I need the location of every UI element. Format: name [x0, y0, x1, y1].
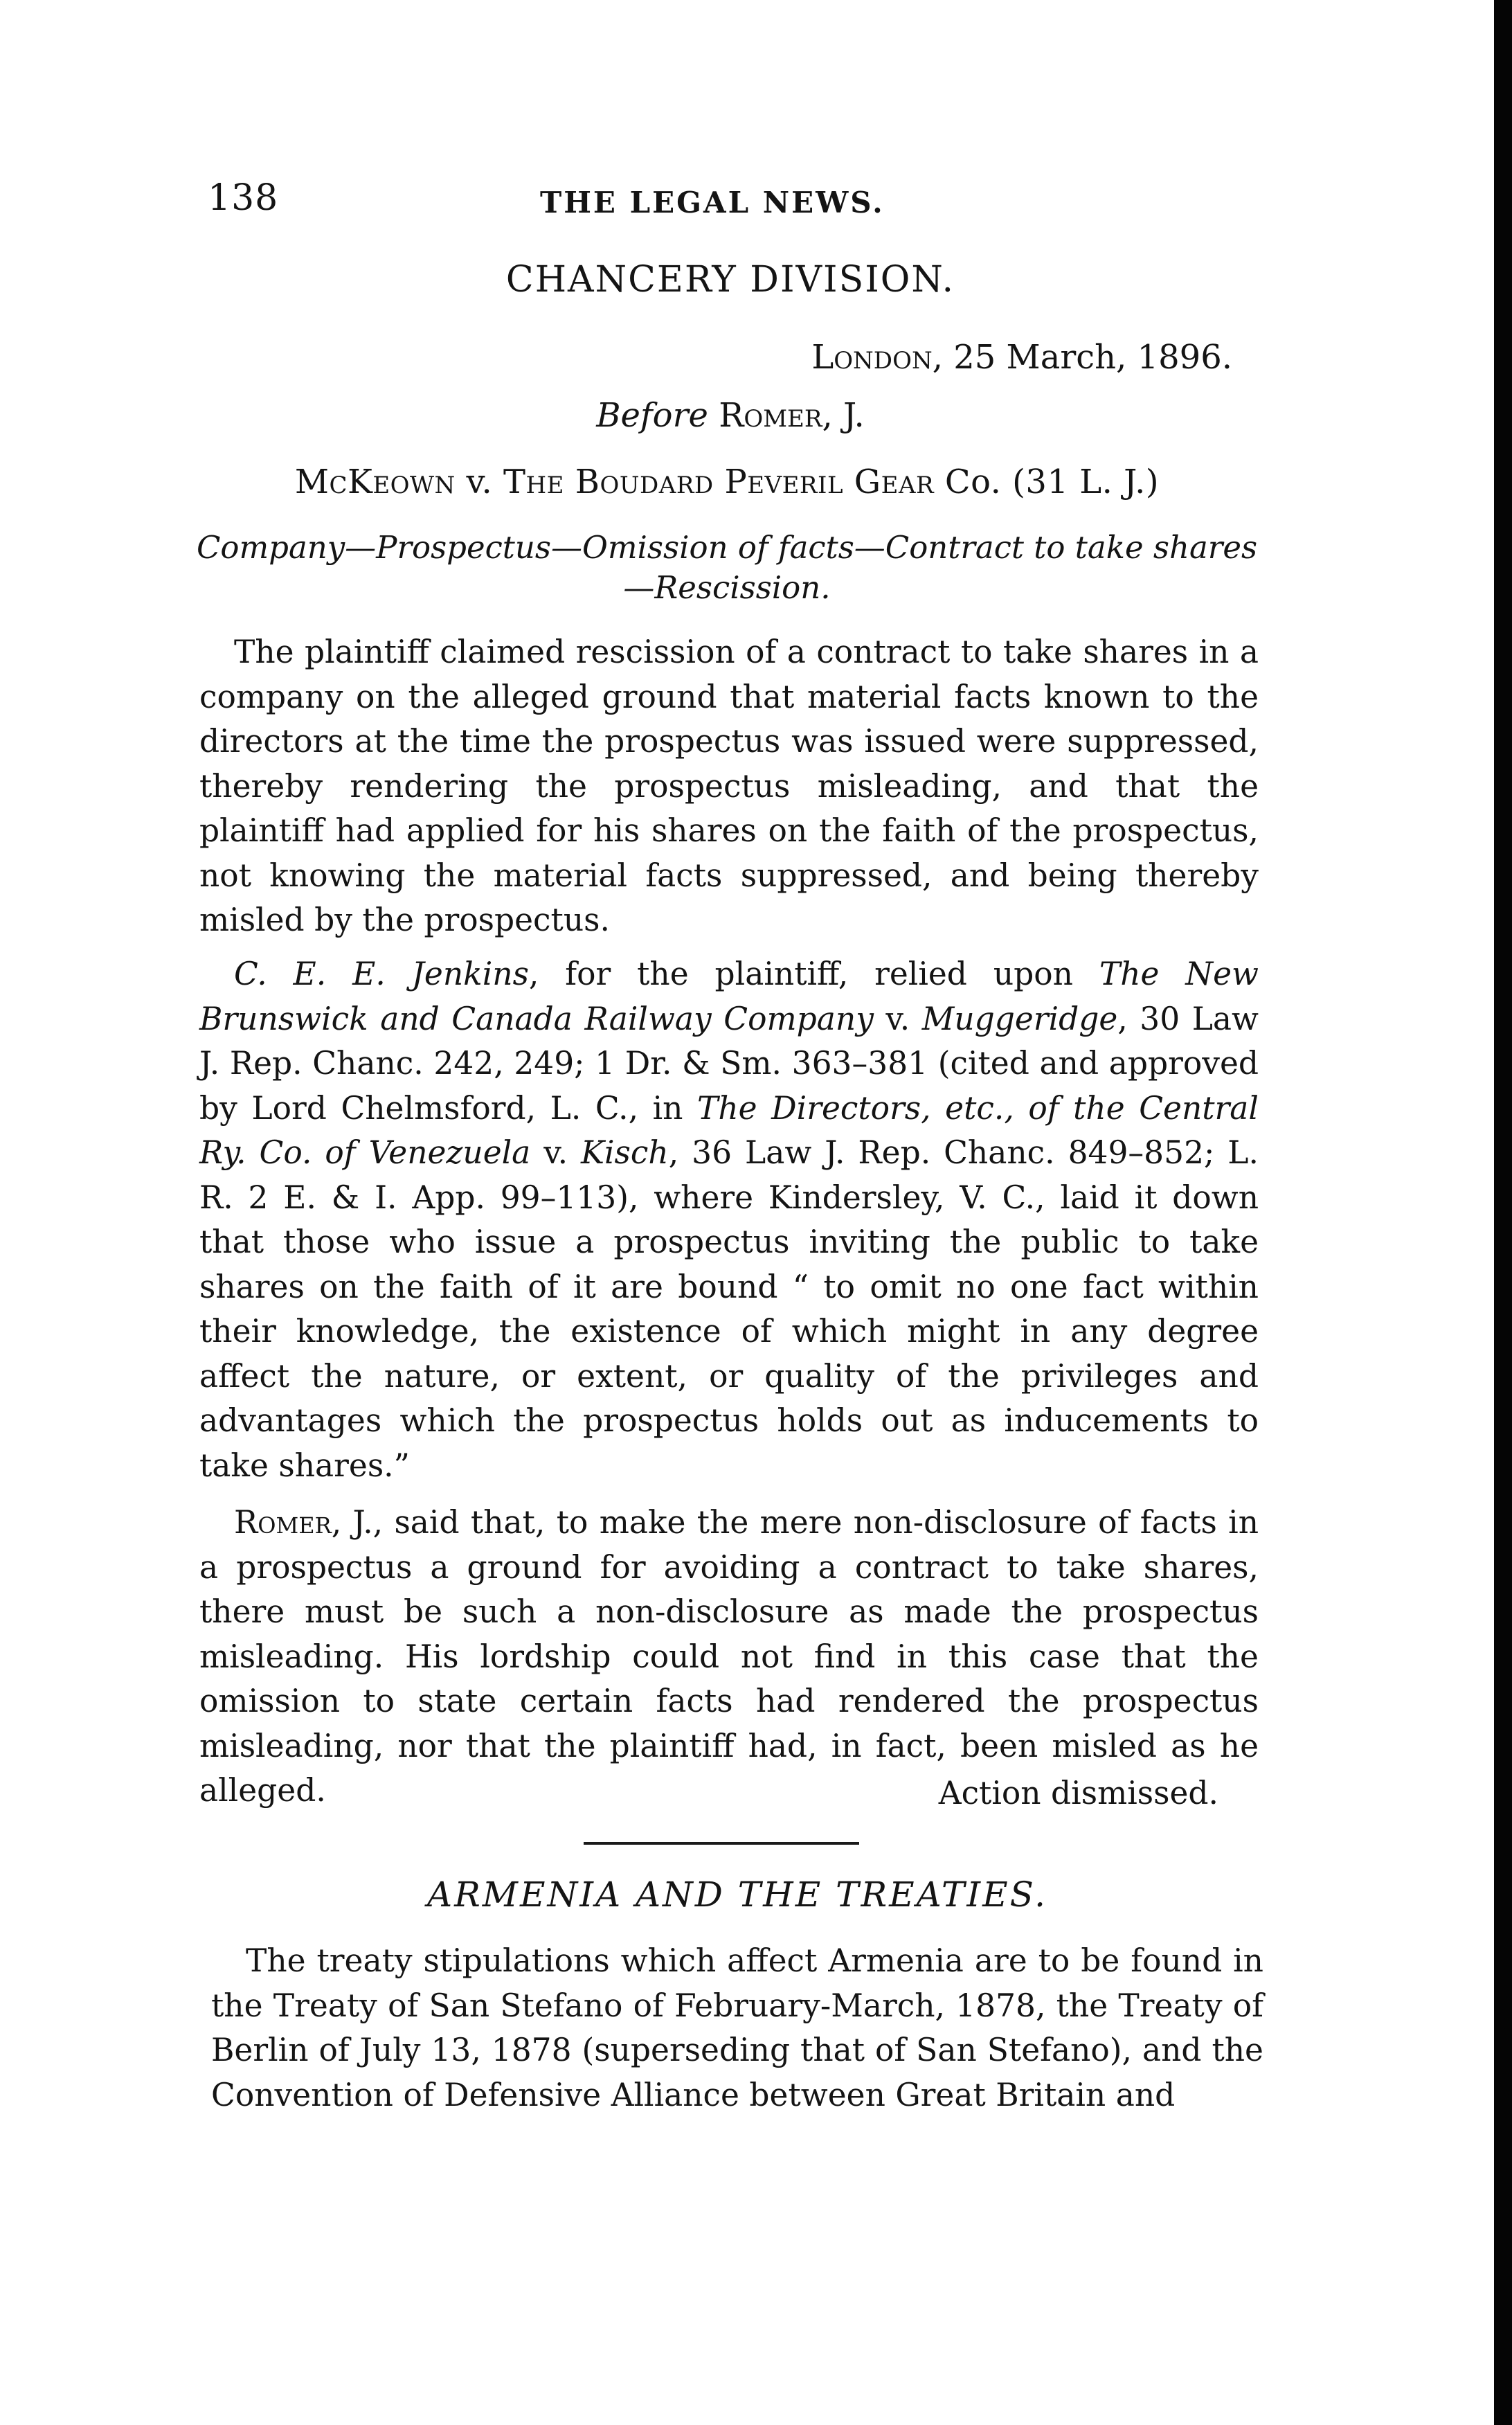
article-title: ARMENIA AND THE TREATIES. [427, 1874, 1047, 1915]
judgment-judge: Romer [234, 1504, 332, 1541]
running-head: THE LEGAL NEWS. [540, 186, 885, 220]
judge-line [346, 396, 1115, 435]
case-citation: Co. (31 L. J.) [934, 463, 1160, 501]
cited-party-2: Kisch [581, 1134, 669, 1171]
judge-name: Romer [719, 396, 822, 435]
counsel-argument-paragraph [199, 952, 1259, 1488]
p2-text-2: v. [873, 1000, 922, 1037]
headnote-line-2: —Rescission. [623, 569, 831, 606]
page-number: 138 [208, 177, 279, 219]
dateline [692, 338, 1232, 377]
p2-text-3: , 30 Law J. Rep. Chanc. 242, 249; 1 Dr. & Sm. 363–381 (cited and approved by Lord Chelmsford, L. C., in [199, 1000, 1259, 1127]
judgment-paragraph [199, 1501, 1259, 1814]
p2-text-5: , 36 Law J. Rep. Chanc. 849–852; L. R. 2 E. & I. App. 99–113), where Kindersley, V. C., laid it down that those who issue a prospectus inviting the public to take shares on the faith of it are bound “ to omit no one fact within their knowledge, the existence of which might in any degree affect the nature, or extent, or quality of the privileges and advantages which the prospectus holds out as inducements to take shares.” [199, 1134, 1259, 1484]
article-paragraph: The treaty stipulations which affect Armenia are to be found in the Treaty of San Stefano of February-March, 1878, the Treaty of Berlin of July 13, 1878 (superseding that of San Stefano), and the Convention of Defensive Alliance between Great Britain and [211, 1942, 1263, 2113]
p2-text-1: , for the plaintiff, relied upon [528, 956, 1099, 992]
cited-party-1: Muggeridge [921, 1000, 1118, 1037]
disposition: Action dismissed. [938, 1775, 1218, 1811]
headnote-line-1: Company—Prospectus—Omission of facts—Contract to take shares [196, 529, 1258, 566]
judge-suffix: , J. [822, 396, 865, 435]
scan-page-edge [1494, 0, 1512, 2425]
counsel-name: C. E. E. Jenkins [234, 956, 529, 992]
section-divider [584, 1842, 859, 1845]
section-title: CHANCERY DIVISION. [505, 259, 955, 301]
dateline-date: , 25 March, 1896. [932, 338, 1232, 377]
before-label: Before [596, 396, 708, 435]
headnote [187, 528, 1267, 608]
cited-case-1: The New Brunswick and Canada Railway Company [199, 956, 1259, 1037]
cited-case-2: The Directors, etc., of the Central Ry. Co. of Venezuela [199, 1089, 1259, 1171]
case-versus: v. [455, 463, 503, 501]
dateline-place: London [811, 338, 933, 377]
case-title [208, 463, 1246, 501]
case-plaintiff: McKeown [294, 463, 456, 501]
case-summary-paragraph: The plaintiff claimed rescission of a contract to take shares in a company on the alleged ground that material facts known to the directors at the time the prospectus was issued were suppressed, thereby rendering the prospectus misleading, and that the plaintiff had applied for his shares on the faith of the prospectus, not knowing the material facts suppressed, and being thereby misled by the prospectus. [199, 634, 1259, 938]
p2-text-4: v. [530, 1134, 582, 1171]
judgment-text: , J., said that, to make the mere non-disclosure of facts in a prospectus a ground for avoiding a contract to take shares, there must be such a non-disclosure as made the prospectus misleading. His lordship could not find in this case that the omission to state certain facts had rendered the prospectus misleading, nor that the plaintiff had, in fact, been misled as he alleged. [199, 1504, 1259, 1809]
case-defendant: The Boudard Peveril Gear [503, 463, 935, 501]
